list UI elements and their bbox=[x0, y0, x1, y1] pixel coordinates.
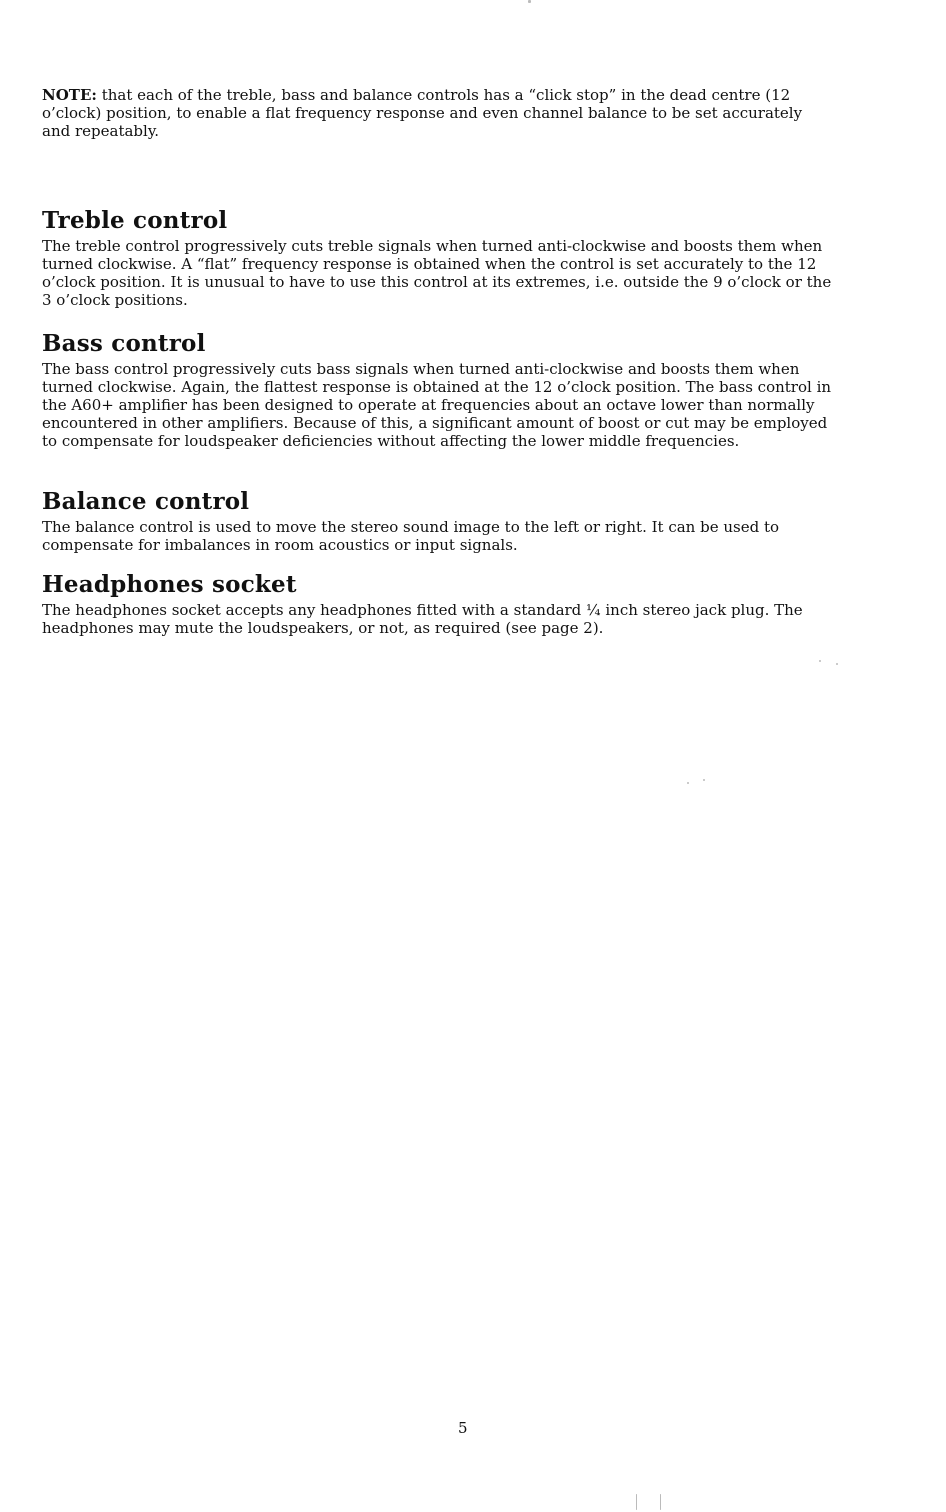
document-page bbox=[42, 0, 842, 1512]
scan-speck bbox=[528, 0, 531, 3]
note-text: that each of the treble, bass and balance controls has a “click stop” in the dead centre (12 o’clock) position, to enable a flat frequency response and even channel balance to be set accurately and repeatably. bbox=[42, 86, 803, 140]
section-body-headphones: The headphones socket accepts any headphones fitted with a standard ¼ inch stereo jack plug. The headphones may mute the loudspeakers, or not, as required (see page 2). bbox=[42, 601, 803, 637]
section-heading-bass: Bass control bbox=[42, 330, 206, 357]
scan-speck bbox=[819, 660, 821, 662]
section-heading-balance: Balance control bbox=[42, 488, 250, 515]
scan-speck bbox=[703, 779, 705, 781]
scan-speck bbox=[660, 1494, 661, 1510]
scan-speck bbox=[836, 663, 838, 665]
section-treble-control bbox=[42, 207, 832, 309]
scan-speck bbox=[687, 782, 689, 784]
section-heading-treble: Treble control bbox=[42, 207, 228, 234]
section-headphones-socket bbox=[42, 571, 832, 637]
page-number: 5 bbox=[458, 1419, 468, 1437]
section-heading-headphones: Headphones socket bbox=[42, 571, 297, 598]
section-bass-control bbox=[42, 330, 832, 450]
section-body-treble: The treble control progressively cuts treble signals when turned anti-clockwise and boosts them when turned clockwise. A “flat” frequency response is obtained when the control is set accurately to the 12 o’clock position. It is unusual to have to use this control at its extremes, i.e. outside the 9 o’clock or the 3 o’clock positions. bbox=[42, 237, 832, 309]
section-body-bass: The bass control progressively cuts bass signals when turned anti-clockwise and boosts them when turned clockwise. Again, the flattest response is obtained at the 12 o’clock position. The bass control in the A60+ amplifier has been designed to operate at frequencies about an octave lower than normally encountered in other amplifiers. Because of this, a significant amount of boost or cut may be employed to compensate for loudspeaker deficiencies without affecting the lower middle frequencies. bbox=[42, 360, 832, 450]
scan-speck bbox=[636, 1494, 637, 1510]
note-paragraph bbox=[42, 86, 832, 140]
note-label: NOTE: bbox=[42, 86, 97, 104]
section-balance-control bbox=[42, 488, 832, 554]
section-body-balance: The balance control is used to move the stereo sound image to the left or right. It can be used to compensate for imbalances in room acoustics or input signals. bbox=[42, 518, 780, 554]
